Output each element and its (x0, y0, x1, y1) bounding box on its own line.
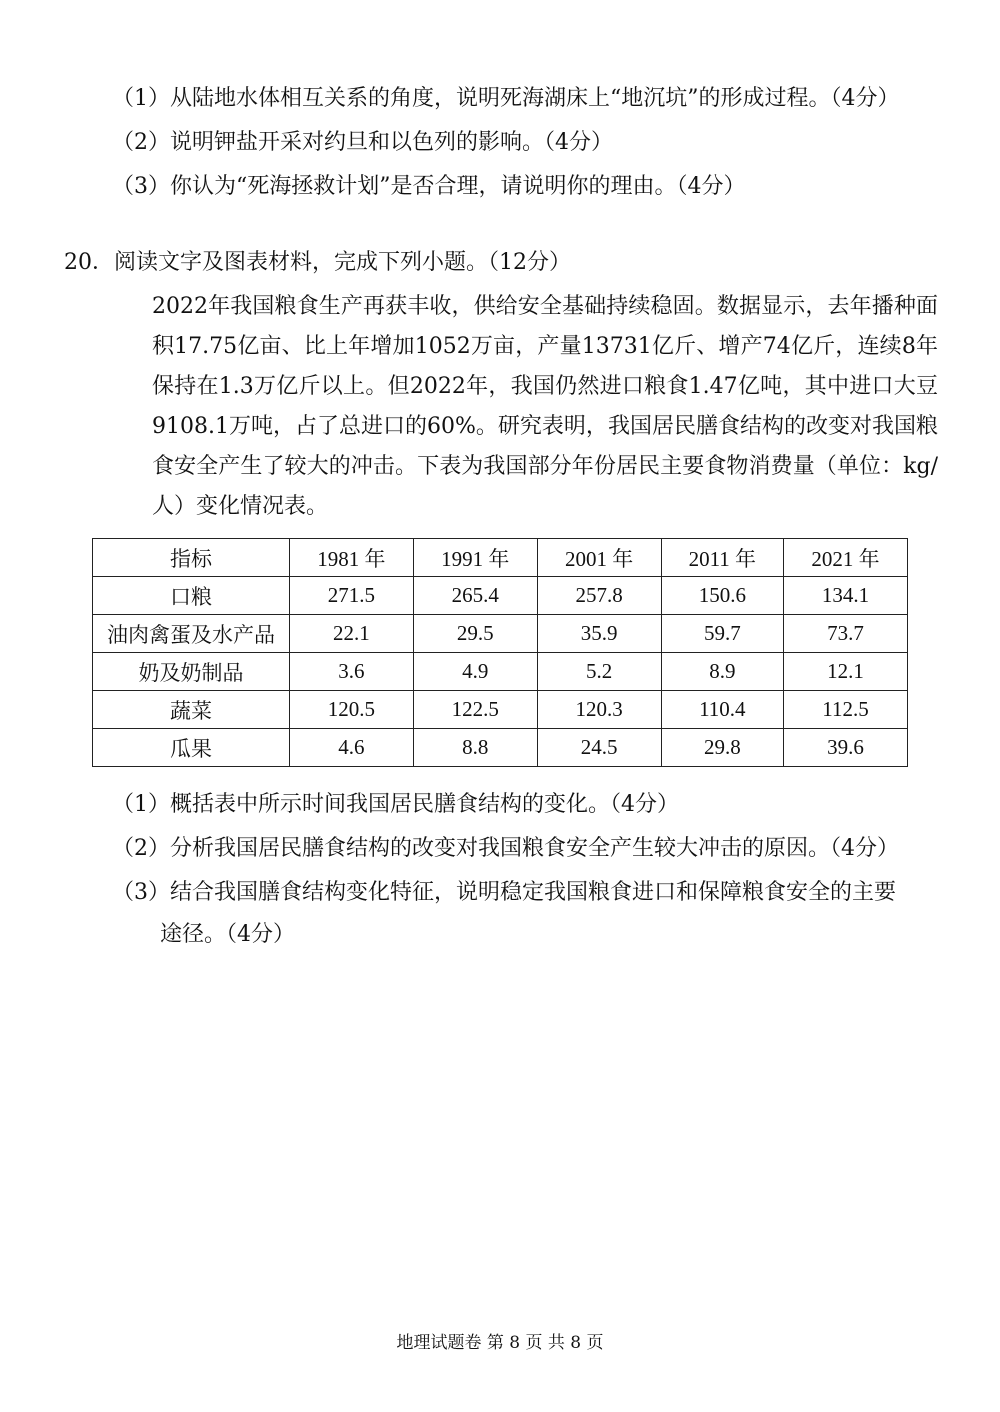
page-footer: 地理试题卷 第 8 页 共 8 页 (396, 1333, 604, 1353)
q19-subquestion-1: （1）从陆地水体相互关系的角度，说明死海湖床上“地沉坑”的形成过程。（4分） (112, 86, 900, 111)
table-cell: 39.6 (784, 729, 908, 767)
table-cell: 8.9 (661, 653, 784, 691)
table-cell: 8.8 (413, 729, 537, 767)
table-cell: 35.9 (537, 615, 661, 653)
table-header-cell: 2001 年 (537, 539, 661, 577)
table-cell: 油肉禽蛋及水产品 (93, 615, 290, 653)
table-row (93, 615, 908, 653)
table-row (93, 653, 908, 691)
table-cell: 蔬菜 (93, 691, 290, 729)
q20-subquestion-3: （3）结合我国膳食结构变化特征，说明稳定我国粮食进口和保障粮食安全的主要 (112, 880, 896, 905)
table-cell: 22.1 (290, 615, 414, 653)
table-cell: 265.4 (413, 577, 537, 615)
table-row (93, 691, 908, 729)
table-cell: 3.6 (290, 653, 414, 691)
table-row (93, 729, 908, 767)
table-cell: 29.8 (661, 729, 784, 767)
table-cell: 瓜果 (93, 729, 290, 767)
table-cell: 150.6 (661, 577, 784, 615)
q19-subquestion-3: （3）你认为“死海拯救计划”是否合理，请说明你的理由。（4分） (112, 174, 746, 199)
table-cell: 120.5 (290, 691, 414, 729)
table-cell: 120.3 (537, 691, 661, 729)
table-cell: 29.5 (413, 615, 537, 653)
table-cell: 257.8 (537, 577, 661, 615)
table-cell: 口粮 (93, 577, 290, 615)
table-header-row (93, 539, 908, 577)
table-cell: 73.7 (784, 615, 908, 653)
table-cell: 4.9 (413, 653, 537, 691)
table-header-cell: 指标 (93, 539, 290, 577)
q20-title: 20．阅读文字及图表材料，完成下列小题。（12分） (64, 250, 571, 275)
table-cell: 59.7 (661, 615, 784, 653)
table-cell: 奶及奶制品 (93, 653, 290, 691)
table-header-cell: 1981 年 (290, 539, 414, 577)
table-cell: 134.1 (784, 577, 908, 615)
table-cell: 4.6 (290, 729, 414, 767)
q20-passage (108, 287, 938, 527)
food-consumption-table (92, 538, 908, 767)
table-cell: 12.1 (784, 653, 908, 691)
table-cell: 110.4 (661, 691, 784, 729)
table-cell: 271.5 (290, 577, 414, 615)
q19-subquestion-2: （2）说明钾盐开采对约旦和以色列的影响。（4分） (112, 130, 613, 155)
table-header-cell: 1991 年 (413, 539, 537, 577)
q20-subquestion-1: （1）概括表中所示时间我国居民膳食结构的变化。（4分） (112, 792, 679, 817)
q20-subquestion-2: （2）分析我国居民膳食结构的改变对我国粮食安全产生较大冲击的原因。（4分） (112, 836, 899, 861)
table-cell: 24.5 (537, 729, 661, 767)
table-cell: 122.5 (413, 691, 537, 729)
table-cell: 112.5 (784, 691, 908, 729)
table-row (93, 577, 908, 615)
q20-passage-text: 2022年我国粮食生产再获丰收，供给安全基础持续稳固。数据显示，去年播种面积17.75亿亩、比上年增加1052万亩，产量13731亿斤、增产74亿斤，连续8年保持在1.3万亿斤以上。但2022年，我国仍然进口粮食1.47亿吨，其中进口大豆9108.1万吨，占了总进口的60%。研究表明，我国居民膳食结构的改变对我国粮食安全产生了较大的冲击。下表为我国部分年份居民主要食物消费量（单位：kg/人）变化情况表。 (152, 294, 938, 519)
table-header-cell: 2021 年 (784, 539, 908, 577)
table-cell: 5.2 (537, 653, 661, 691)
q20-subquestion-3-continued: 途径。（4分） (160, 922, 295, 947)
table-header-cell: 2011 年 (661, 539, 784, 577)
